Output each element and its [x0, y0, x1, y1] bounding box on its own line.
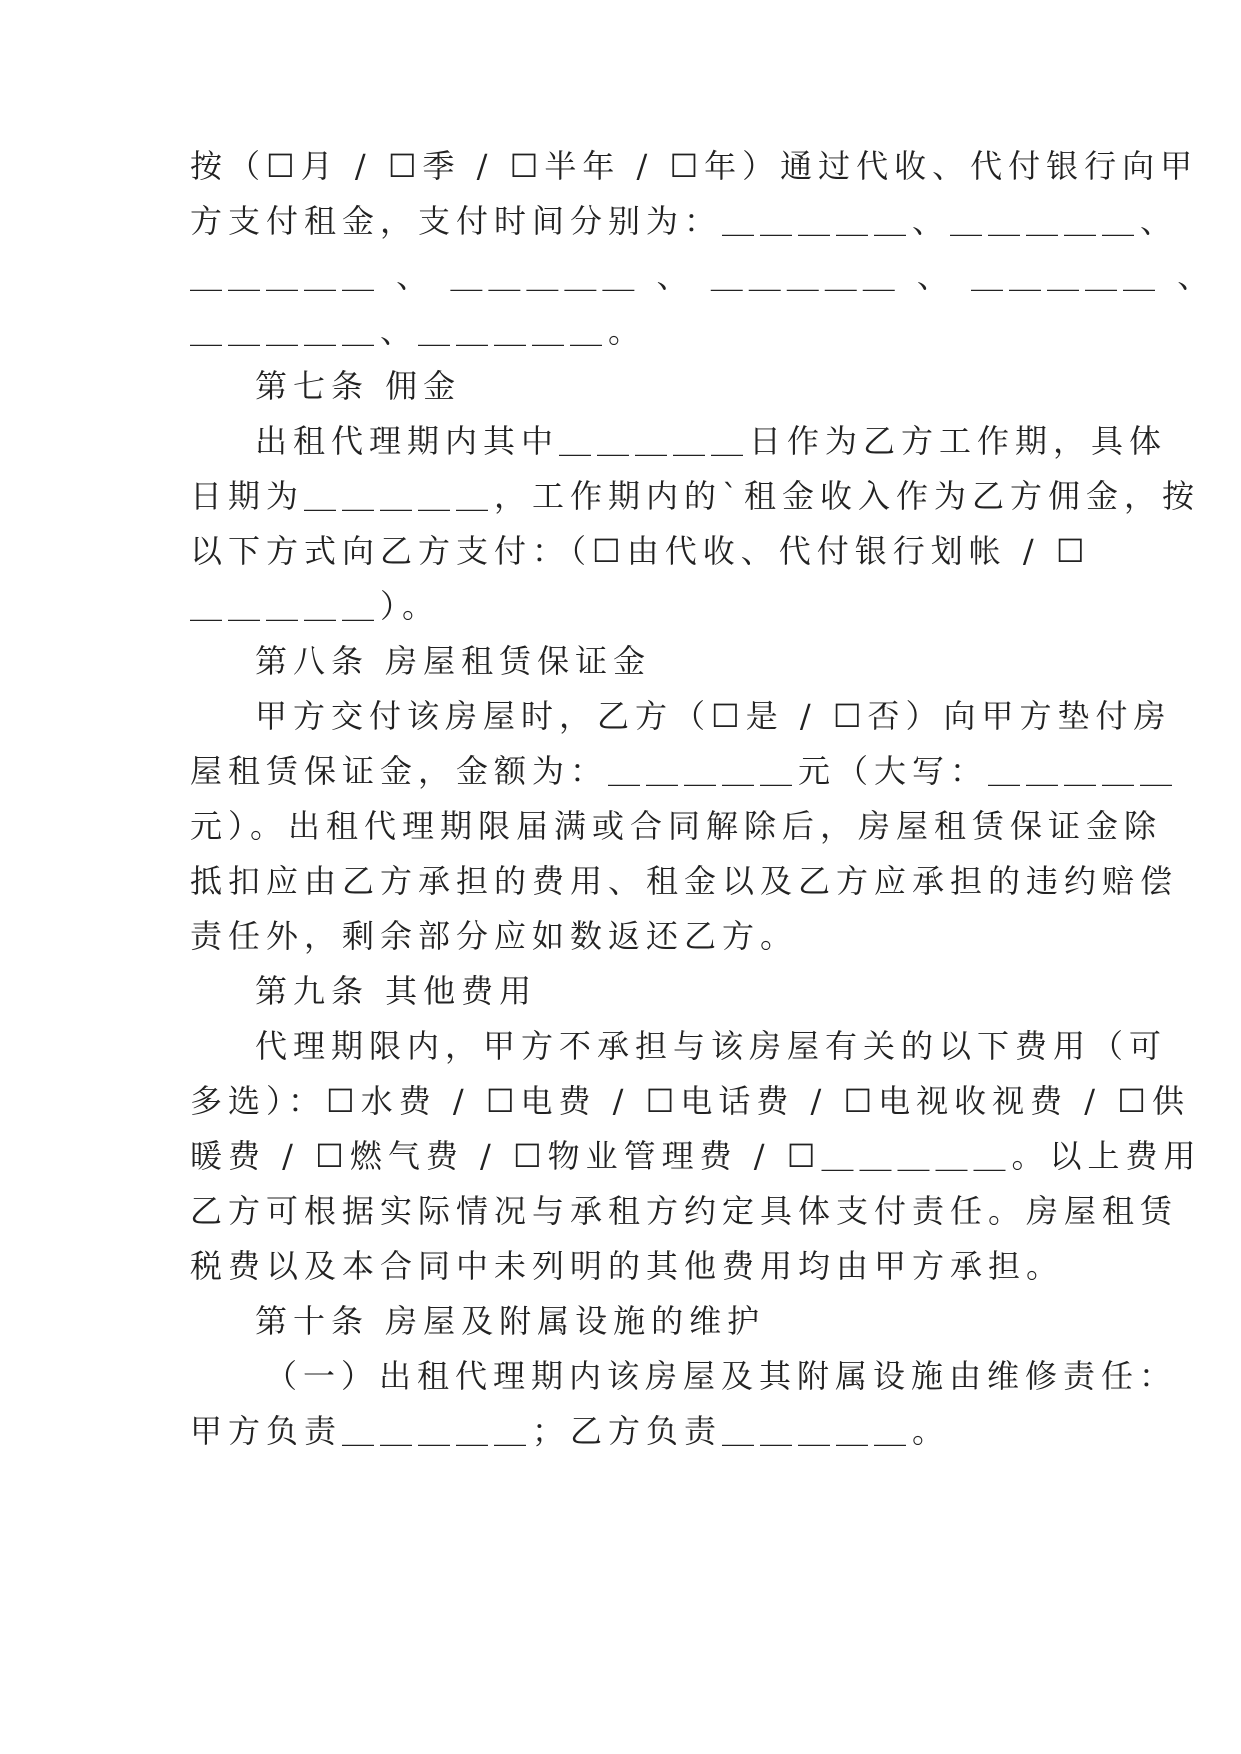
- text-line: 元）。出租代理期限届满或合同解除后，房屋租赁保证金除: [190, 807, 1163, 845]
- text-line: 日期为＿＿＿＿＿，工作期内的`租金收入作为乙方佣金，按: [190, 477, 1201, 515]
- text-line: 按（☐月 / ☐季 / ☐半年 / ☐年）通过代收、代付银行向甲: [190, 147, 1199, 185]
- text-line: ＿＿＿＿＿、＿＿＿＿＿。: [190, 312, 647, 350]
- article-heading: 第七条 佣金: [255, 367, 462, 405]
- text-line: 暖费 / ☐燃气费 / ☐物业管理费 / ☐＿＿＿＿＿。以上费用: [190, 1137, 1202, 1175]
- article-heading: 第十条 房屋及附属设施的维护: [255, 1302, 766, 1340]
- text-line: 甲方负责＿＿＿＿＿；乙方负责＿＿＿＿＿。: [190, 1412, 951, 1450]
- text-line: 出租代理期内其中＿＿＿＿＿日作为乙方工作期，具体: [255, 422, 1168, 460]
- article-heading: 第八条 房屋租赁保证金: [255, 642, 652, 680]
- text-line: 方支付租金，支付时间分别为：＿＿＿＿＿、＿＿＿＿＿、: [190, 202, 1179, 240]
- text-line: 屋租赁保证金，金额为：＿＿＿＿＿元（大写：＿＿＿＿＿: [190, 752, 1179, 790]
- text-line: ＿＿＿＿＿）。: [190, 587, 441, 625]
- article-heading: 第九条 其他费用: [255, 972, 538, 1010]
- text-line: 代理期限内，甲方不承担与该房屋有关的以下费用（可: [255, 1027, 1168, 1065]
- text-line: 税费以及本合同中未列明的其他费用均由甲方承担。: [190, 1247, 1065, 1285]
- text-line: 责任外，剩余部分应如数返还乙方。: [190, 917, 799, 955]
- text-line: 多选）：☐水费 / ☐电费 / ☐电话费 / ☐电视收视费 / ☐供: [190, 1082, 1190, 1120]
- text-line: ＿＿＿＿＿ 、 ＿＿＿＿＿ 、 ＿＿＿＿＿ 、 ＿＿＿＿＿ 、: [190, 257, 1216, 295]
- text-line: 甲方交付该房屋时，乙方（☐是 / ☐否）向甲方垫付房: [255, 697, 1172, 735]
- text-line: 以下方式向乙方支付：（☐由代收、代付银行划帐 / ☐: [190, 532, 1091, 570]
- text-line: 乙方可根据实际情况与承租方约定具体支付责任。房屋租赁: [190, 1192, 1179, 1230]
- text-line: 抵扣应由乙方承担的费用、租金以及乙方应承担的违约赔偿: [190, 862, 1179, 900]
- text-line: （一）出租代理期内该房屋及其附属设施由维修责任：: [265, 1357, 1178, 1395]
